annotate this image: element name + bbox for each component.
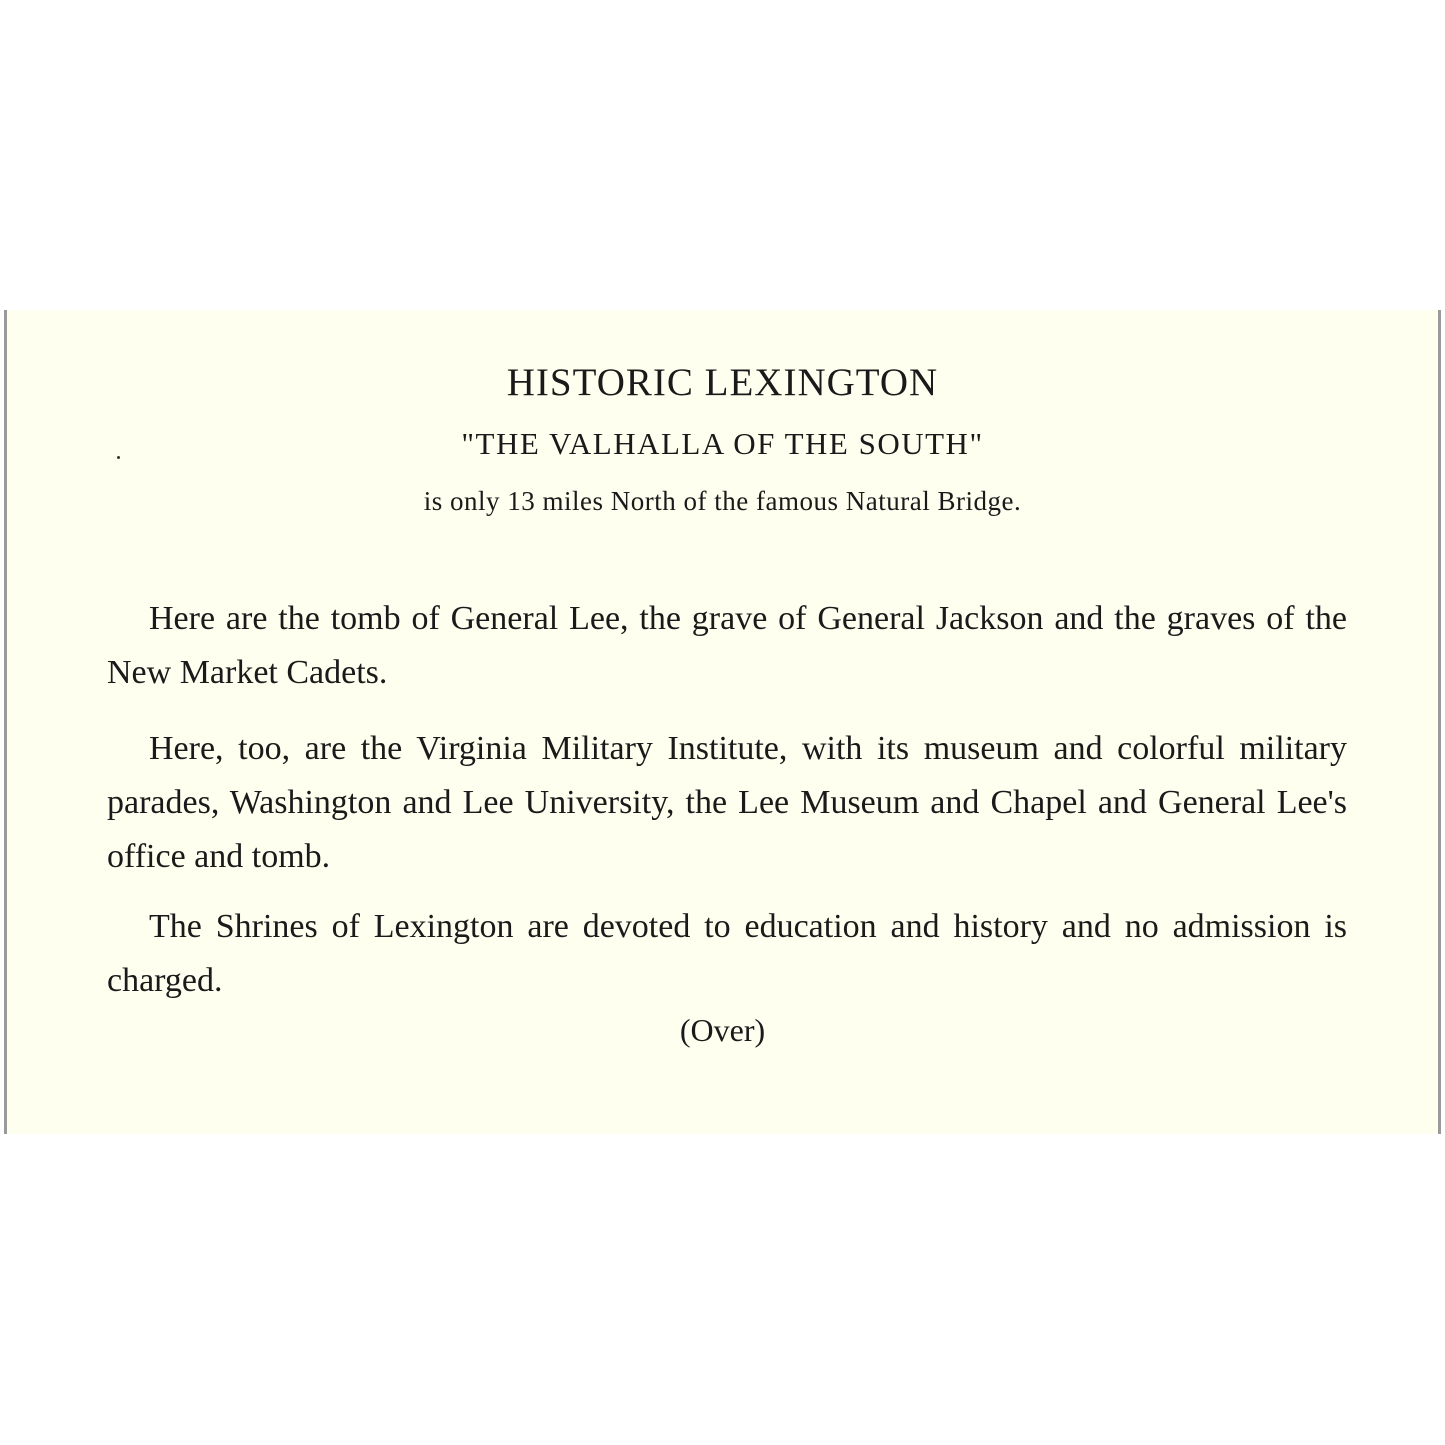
paragraph-graves: Here are the tomb of General Lee, the grave of General Jackson and the graves of the New Market Cadets. [107,600,1347,691]
paragraph-admission: The Shrines of Lexington are devoted to education and history and no admission is charged. [107,908,1347,999]
card-title: HISTORIC LEXINGTON [506,361,939,404]
info-card [4,310,1441,1134]
card-tagline: is only 13 miles North of the famous Natural Bridge. [423,486,1022,516]
over-note: (Over) [679,1012,766,1048]
paragraph-institutions: Here, too, are the Virginia Military Institute, with its museum and colorful military parades, Washington and Lee University, the Lee Museum and Chapel and General Lee's office and tomb. [107,730,1347,875]
card-subtitle: "THE VALHALLA OF THE SOUTH" [461,426,984,461]
